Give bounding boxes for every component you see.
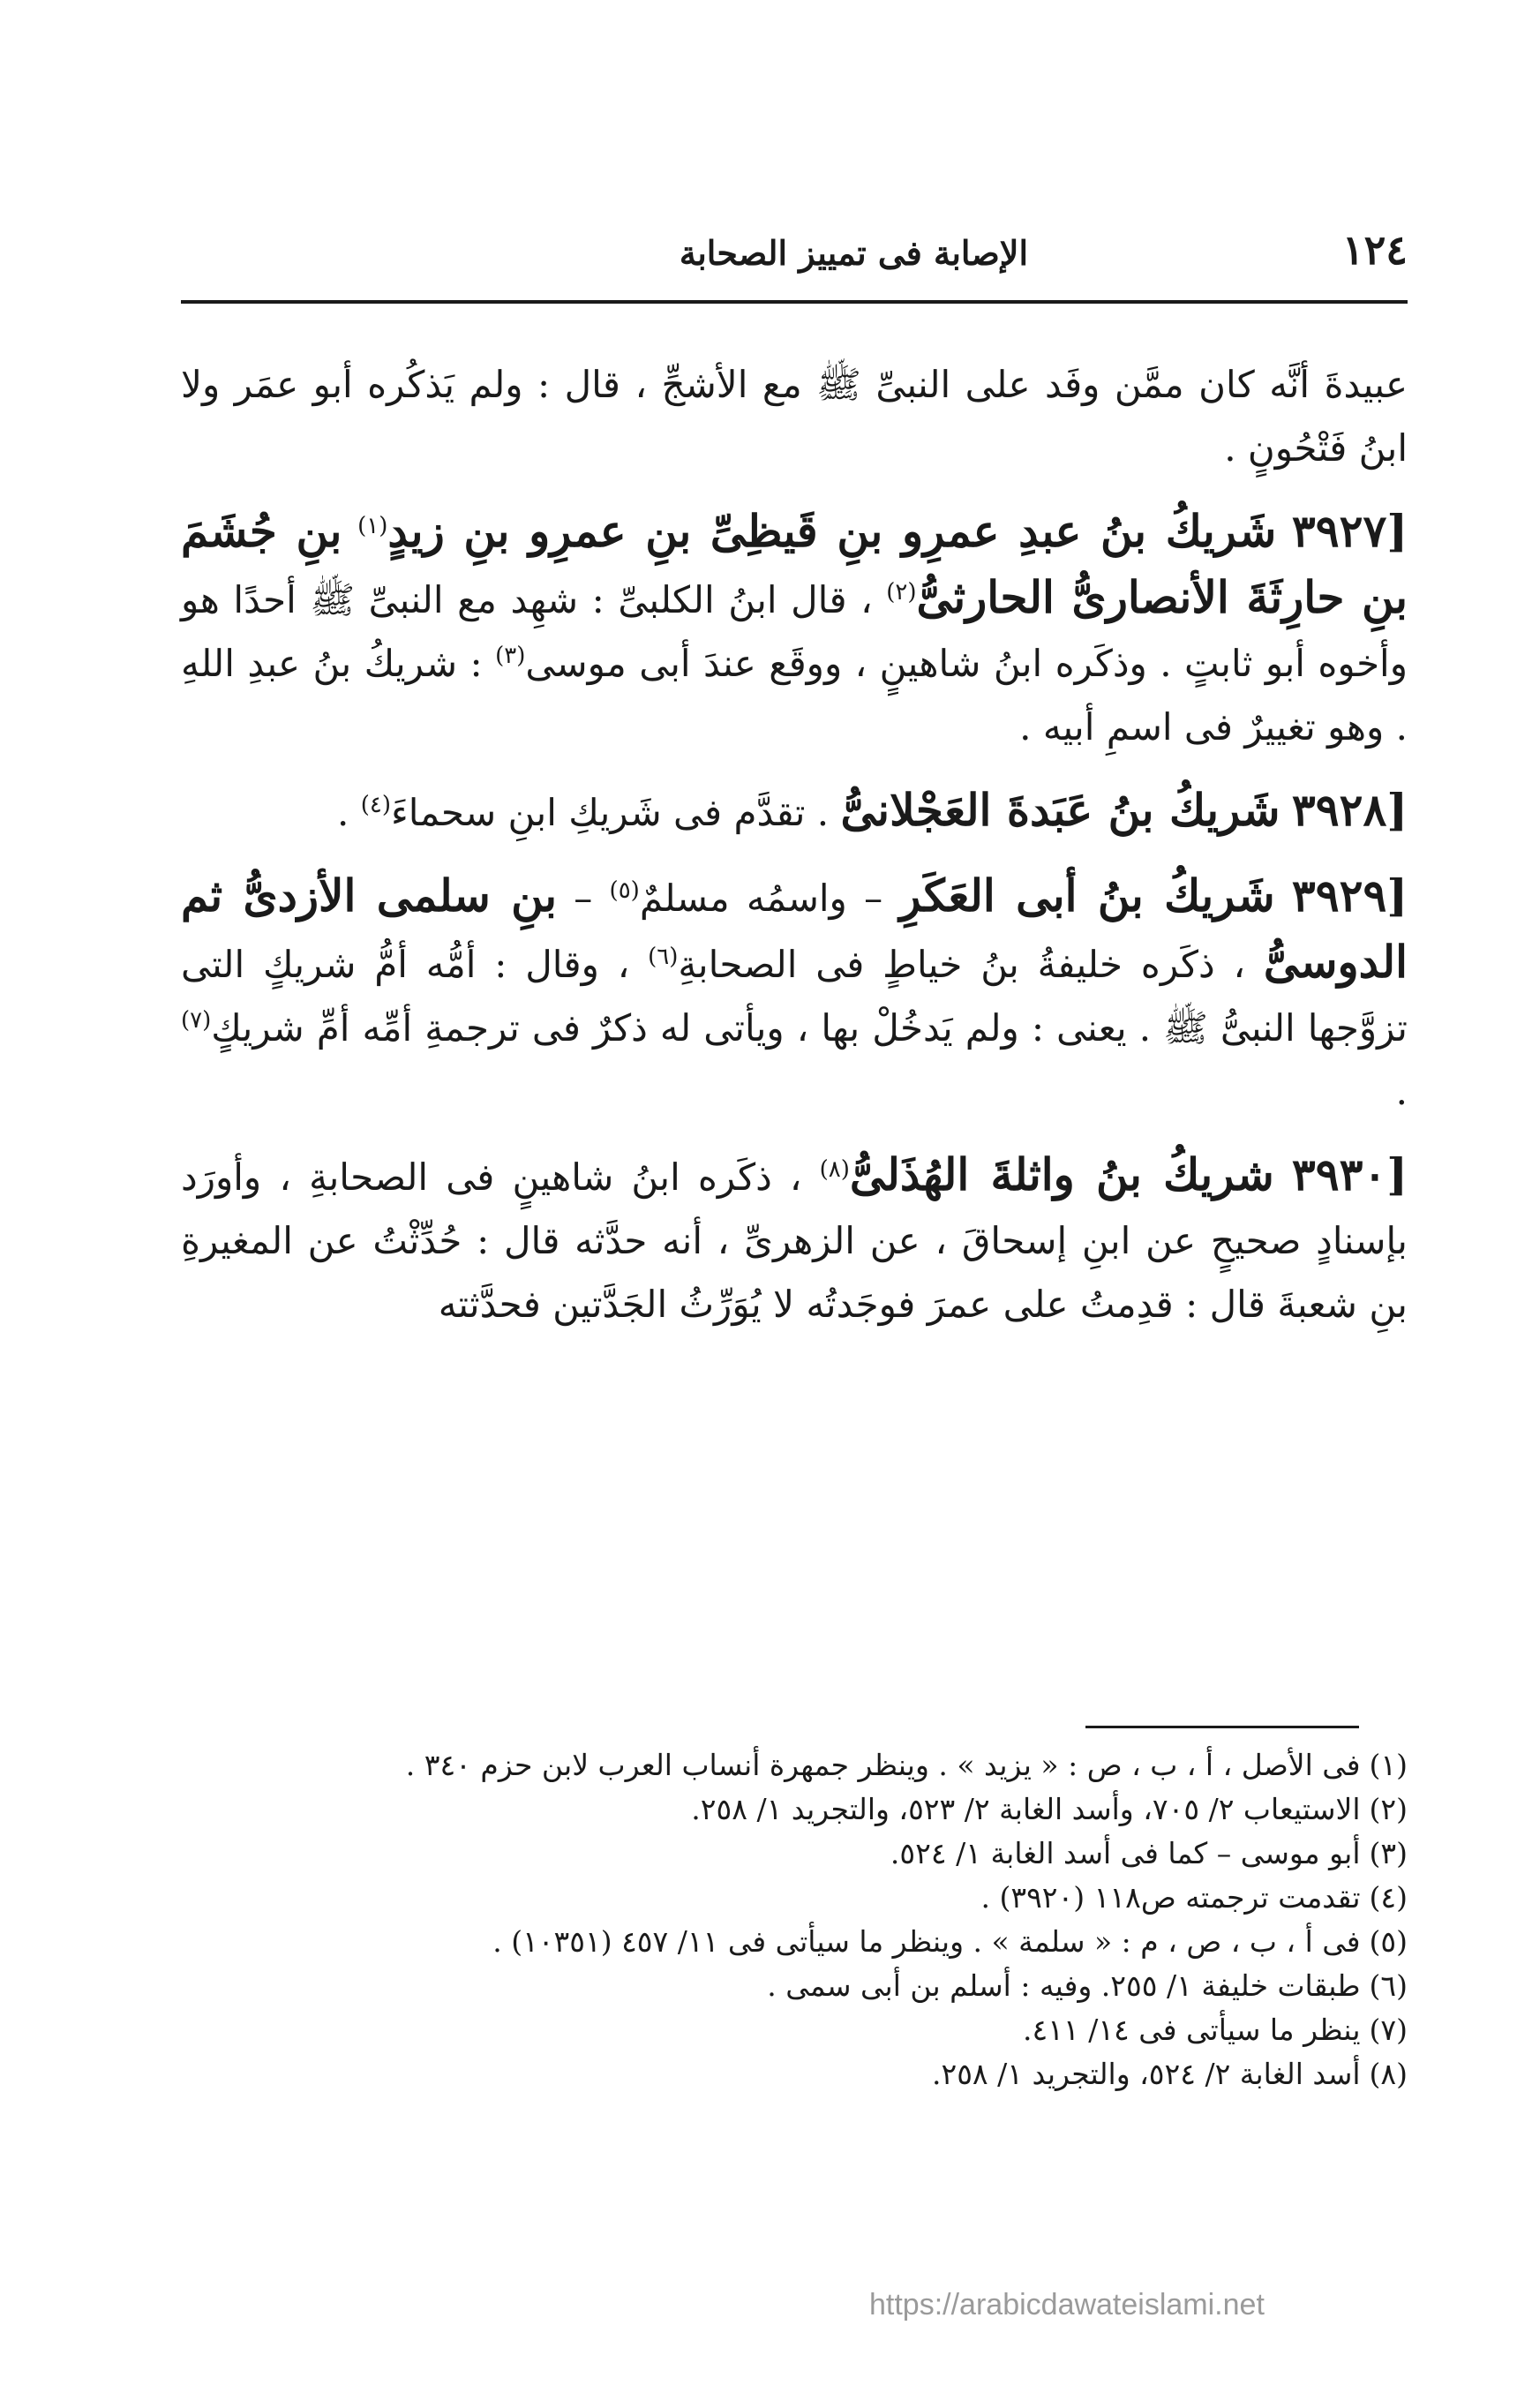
entry-text: .	[1395, 1070, 1408, 1113]
footnote-text: ينظر ما سيأتى فى ١٤/ ٤١١.	[1023, 2013, 1361, 2047]
entry-name: شَريكُ بنُ عبدِ عمرِو بنِ قَيظِىِّ بنِ عمرِو بنِ زيدٍ	[387, 505, 1277, 557]
footnote-marker: (١)	[1369, 1748, 1408, 1782]
entry-text: : شريكُ بنُ عبدِ اللهِ . وهو تغييرٌ فى اسمِ أبيه .	[181, 642, 1408, 749]
footnote-ref[interactable]: (٨)	[819, 1156, 850, 1183]
entry-text: ، ذكَره ابنُ شاهينٍ فى الصحابةِ ، وأورَد بإسنادٍ صحيحٍ عن ابنِ إسحاقَ ، عن الزهرىِّ ، أنه حدَّثه قال : حُدِّثْتُ عن المغيرةِ بنِ شعبةَ قال : قدِمتُ على عمرَ فوجَدتُه لا يُوَرِّثُ الجَدَّتين فحدَّثته	[181, 1155, 1408, 1326]
entry-text: ، وقال : أمُّه أمُّ شريكٍ التى تزوَّجها النبىُّ ﷺ . يعنى : ولم يَدخُلْ بها ، ويأتى له ذكرٌ فى ترجمةِ أمِّه أمِّ شريكٍ	[181, 943, 1408, 1050]
entry-name: شَريكُ بنُ أبى العَكَرِ	[899, 869, 1275, 922]
footnote	[181, 1876, 1408, 1920]
footnote-ref[interactable]: (٤)	[360, 792, 392, 818]
main-text	[181, 353, 1408, 1336]
footnote-text: أبو موسى – كما فى أسد الغابة ١/ ٥٢٤.	[890, 1836, 1361, 1870]
footnote-ref[interactable]: (٧)	[181, 1007, 212, 1034]
footnote-marker: (٧)	[1369, 2013, 1408, 2047]
footnote	[181, 1743, 1408, 1787]
entry-number: [٣٩٣٠	[1291, 1148, 1408, 1200]
entry-3927	[181, 500, 1408, 759]
entry-name: شريكُ بنُ واثلةَ الهُذَلىُّ	[849, 1148, 1274, 1200]
entry-text: ، قال ابنُ الكلبىِّ : شهِد مع النبىِّ ﷺ أحدًا هو وأخوه أبو ثابتٍ . وذكَره ابنُ شاهينٍ ، ووقَع عندَ أبى موسى	[181, 578, 1408, 685]
footnote	[181, 2052, 1408, 2096]
entry-text: .	[337, 791, 349, 834]
running-title: الإصابة فى تمييز الصحابة	[679, 233, 1028, 273]
footnote-rule	[1085, 1726, 1359, 1728]
entry-text: . تقدَّم فى شَريكِ ابنِ سحماءَ	[391, 791, 830, 834]
entry-3928	[181, 779, 1408, 845]
entry-number: [٣٩٢٧	[1291, 505, 1408, 557]
footnote-ref[interactable]: (٢)	[886, 579, 917, 606]
entry-text: ، ذكَره خليفةُ بنُ خياطٍ فى الصحابةِ	[678, 943, 1246, 986]
page-header	[181, 221, 1408, 282]
footnote-ref[interactable]: (١)	[357, 513, 388, 539]
footnote-marker: (٣)	[1369, 1836, 1408, 1870]
entry-name-cont: بنِ جُشَمَ بنِ حارِثَةَ الأنصارىُّ الحارثىُّ	[181, 505, 1408, 623]
intro-text: عبيدةَ أنَّه كان ممَّن وفَد على النبىِّ ﷺ مع الأشجِّ ، قال : ولم يَذكُره أبو عمَر ولا ابنُ فَتْحُونٍ .	[181, 363, 1408, 470]
footnote	[181, 2008, 1408, 2052]
footnotes	[181, 1743, 1408, 2096]
footnote-text: طبقات خليفة ١/ ٢٥٥. وفيه : أسلم بن أبى سمى .	[767, 1968, 1361, 2003]
footnote-text: تقدمت ترجمته ص١١٨ (٣٩٢٠) .	[980, 1880, 1361, 1915]
watermark: https://arabicdawateislami.net	[869, 2288, 1265, 2321]
entry-name-cont: بنِ سلمى الأزدىُّ ثم الدوسىُّ	[181, 869, 1408, 988]
entry-number: [٣٩٢٨	[1291, 784, 1408, 836]
footnote-marker: (٨)	[1369, 2057, 1408, 2091]
entry-3930	[181, 1143, 1408, 1336]
footnote-marker: (٢)	[1369, 1792, 1408, 1826]
footnote-ref[interactable]: (٥)	[609, 877, 640, 904]
footnote-marker: (٤)	[1369, 1880, 1408, 1915]
header-rule	[181, 300, 1408, 304]
footnote	[181, 1787, 1408, 1832]
footnote-text: فى أ ، ب ، ص ، م : « سلمة » . وينظر ما سيأتى فى ١١/ ٤٥٧ (١٠٣٥١) .	[492, 1924, 1361, 1959]
entry-text: – واسمُه مسلمٌ	[639, 877, 883, 920]
entry-text: –	[574, 877, 593, 920]
footnote	[181, 1832, 1408, 1876]
footnote-ref[interactable]: (٦)	[648, 944, 679, 970]
footnote-marker: (٥)	[1369, 1924, 1408, 1959]
footnote-text: فى الأصل ، أ ، ب ، ص : « يزيد » . وينظر جمهرة أنساب العرب لابن حزم ٣٤٠ .	[405, 1748, 1361, 1782]
footnote-text: الاستيعاب ٢/ ٧٠٥، وأسد الغابة ٢/ ٥٢٣، والتجريد ١/ ٢٥٨.	[691, 1792, 1361, 1826]
intro-paragraph	[181, 353, 1408, 480]
footnote-marker: (٦)	[1369, 1968, 1408, 2003]
entry-3929	[181, 864, 1408, 1124]
page-number: ١٢٤	[1341, 226, 1408, 274]
footnote	[181, 1920, 1408, 1964]
footnote-text: أسد الغابة ٢/ ٥٢٤، والتجريد ١/ ٢٥٨.	[931, 2057, 1361, 2091]
footnote-ref[interactable]: (٣)	[495, 643, 526, 669]
entry-name: شَريكُ بنُ عَبَدةَ العَجْلانىُّ	[840, 784, 1280, 836]
entry-number: [٣٩٢٩	[1291, 869, 1408, 922]
footnote	[181, 1964, 1408, 2008]
